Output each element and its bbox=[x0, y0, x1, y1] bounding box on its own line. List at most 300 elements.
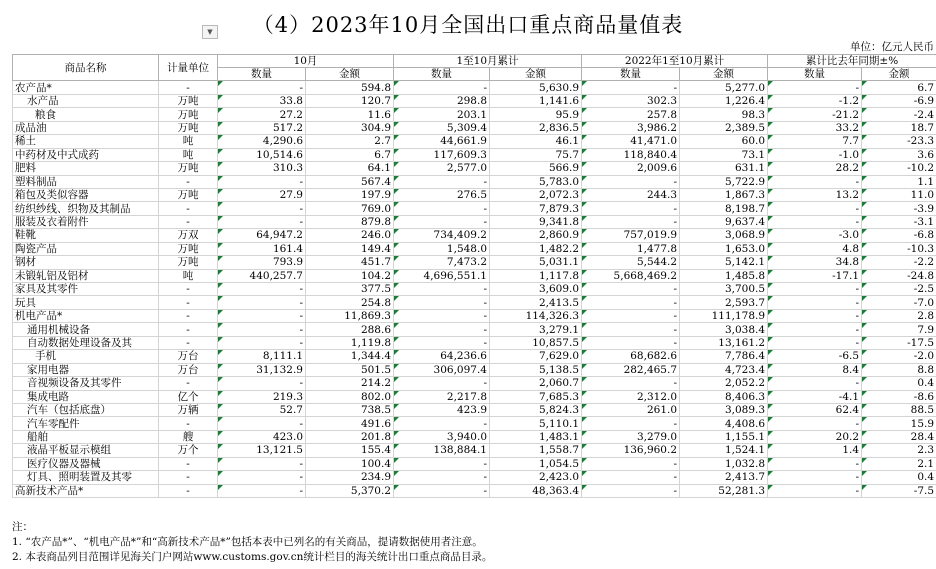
cell-name[interactable]: 医疗仪器及器械 bbox=[13, 457, 159, 470]
cell-ytd-qty[interactable]: - bbox=[394, 336, 490, 349]
cell-ytd-amt[interactable]: 5,110.1 bbox=[490, 417, 582, 430]
cell-prev-amt[interactable]: 2,052.2 bbox=[680, 377, 768, 390]
cell-yoy-qty[interactable]: -1.2 bbox=[768, 94, 862, 107]
cell-unit[interactable]: 艘 bbox=[159, 430, 218, 443]
cell-unit[interactable]: - bbox=[159, 417, 218, 430]
cell-ytd-amt[interactable]: 2,072.3 bbox=[490, 188, 582, 201]
cell-oct-qty[interactable]: - bbox=[218, 336, 306, 349]
cell-ytd-qty[interactable]: 2,217.8 bbox=[394, 390, 490, 403]
cell-prev-qty[interactable]: - bbox=[582, 417, 680, 430]
cell-name[interactable]: 灯具、照明装置及其零 bbox=[13, 471, 159, 484]
cell-ytd-amt[interactable]: 2,836.5 bbox=[490, 121, 582, 134]
cell-prev-qty[interactable]: 68,682.6 bbox=[582, 350, 680, 363]
cell-yoy-qty[interactable]: - bbox=[768, 417, 862, 430]
cell-prev-amt[interactable]: 3,038.4 bbox=[680, 323, 768, 336]
cell-unit[interactable]: 吨 bbox=[159, 148, 218, 161]
cell-prev-qty[interactable]: 3,279.0 bbox=[582, 430, 680, 443]
cell-oct-qty[interactable]: 33.8 bbox=[218, 94, 306, 107]
cell-prev-amt[interactable]: 3,089.3 bbox=[680, 403, 768, 416]
cell-prev-qty[interactable]: - bbox=[582, 457, 680, 470]
cell-yoy-qty[interactable]: 1.4 bbox=[768, 444, 862, 457]
cell-unit[interactable]: 万吨 bbox=[159, 256, 218, 269]
table-row[interactable] bbox=[13, 390, 936, 403]
cell-oct-amt[interactable]: 149.4 bbox=[306, 242, 394, 255]
table-row[interactable] bbox=[13, 215, 936, 228]
cell-unit[interactable]: 万辆 bbox=[159, 403, 218, 416]
header-amt[interactable]: 金额 bbox=[490, 68, 582, 81]
cell-yoy-amt[interactable]: -6.8 bbox=[862, 229, 936, 242]
cell-yoy-amt[interactable]: -7.5 bbox=[862, 484, 936, 497]
cell-yoy-amt[interactable]: -2.2 bbox=[862, 256, 936, 269]
cell-ytd-amt[interactable]: 2,413.5 bbox=[490, 296, 582, 309]
cell-yoy-amt[interactable]: 2.1 bbox=[862, 457, 936, 470]
cell-unit[interactable]: 万吨 bbox=[159, 242, 218, 255]
cell-oct-amt[interactable]: 491.6 bbox=[306, 417, 394, 430]
cell-prev-qty[interactable]: 1,477.8 bbox=[582, 242, 680, 255]
cell-name[interactable]: 稀土 bbox=[13, 135, 159, 148]
cell-ytd-qty[interactable]: - bbox=[394, 484, 490, 497]
cell-oct-qty[interactable]: 793.9 bbox=[218, 256, 306, 269]
cell-yoy-amt[interactable]: -23.3 bbox=[862, 135, 936, 148]
cell-name[interactable]: 音视频设备及其零件 bbox=[13, 377, 159, 390]
cell-unit[interactable]: 万双 bbox=[159, 229, 218, 242]
cell-name[interactable]: 肥料 bbox=[13, 162, 159, 175]
cell-ytd-amt[interactable]: 1,558.7 bbox=[490, 444, 582, 457]
table-row[interactable] bbox=[13, 377, 936, 390]
header-group-ytd[interactable]: 1至10月累计 bbox=[394, 55, 582, 68]
cell-ytd-amt[interactable]: 2,060.7 bbox=[490, 377, 582, 390]
cell-oct-amt[interactable]: 1,119.8 bbox=[306, 336, 394, 349]
cell-prev-amt[interactable]: 98.3 bbox=[680, 108, 768, 121]
cell-oct-amt[interactable]: 501.5 bbox=[306, 363, 394, 376]
cell-ytd-qty[interactable]: 44,661.9 bbox=[394, 135, 490, 148]
cell-name[interactable]: 水产品 bbox=[13, 94, 159, 107]
cell-prev-qty[interactable]: 5,544.2 bbox=[582, 256, 680, 269]
cell-name[interactable]: 高新技术产品* bbox=[13, 484, 159, 497]
cell-name[interactable]: 机电产品* bbox=[13, 309, 159, 322]
cell-prev-qty[interactable]: - bbox=[582, 81, 680, 94]
header-amt[interactable]: 金额 bbox=[862, 68, 936, 81]
cell-unit[interactable]: - bbox=[159, 471, 218, 484]
cell-prev-qty[interactable]: - bbox=[582, 323, 680, 336]
cell-yoy-qty[interactable]: - bbox=[768, 471, 862, 484]
cell-yoy-amt[interactable]: 3.6 bbox=[862, 148, 936, 161]
cell-oct-amt[interactable]: 738.5 bbox=[306, 403, 394, 416]
cell-prev-qty[interactable]: - bbox=[582, 202, 680, 215]
cell-name[interactable]: 液晶平板显示模组 bbox=[13, 444, 159, 457]
cell-prev-qty[interactable]: 136,960.2 bbox=[582, 444, 680, 457]
cell-unit[interactable]: - bbox=[159, 484, 218, 497]
cell-unit[interactable]: 万吨 bbox=[159, 162, 218, 175]
header-qty[interactable]: 数量 bbox=[394, 68, 490, 81]
cell-yoy-qty[interactable]: - bbox=[768, 215, 862, 228]
table-row[interactable] bbox=[13, 363, 936, 376]
cell-prev-qty[interactable]: - bbox=[582, 283, 680, 296]
table-row[interactable] bbox=[13, 417, 936, 430]
cell-prev-qty[interactable]: 244.3 bbox=[582, 188, 680, 201]
cell-prev-qty[interactable]: - bbox=[582, 377, 680, 390]
table-row[interactable] bbox=[13, 188, 936, 201]
cell-ytd-qty[interactable]: 138,884.1 bbox=[394, 444, 490, 457]
cell-prev-amt[interactable]: 5,142.1 bbox=[680, 256, 768, 269]
cell-yoy-amt[interactable]: -2.4 bbox=[862, 108, 936, 121]
cell-oct-qty[interactable]: 517.2 bbox=[218, 121, 306, 134]
cell-prev-qty[interactable]: - bbox=[582, 471, 680, 484]
cell-ytd-amt[interactable]: 3,279.1 bbox=[490, 323, 582, 336]
cell-ytd-qty[interactable]: 423.9 bbox=[394, 403, 490, 416]
cell-unit[interactable]: - bbox=[159, 309, 218, 322]
cell-oct-qty[interactable]: - bbox=[218, 81, 306, 94]
cell-prev-amt[interactable]: 8,198.7 bbox=[680, 202, 768, 215]
cell-name[interactable]: 家具及其零件 bbox=[13, 283, 159, 296]
cell-name[interactable]: 汽车（包括底盘） bbox=[13, 403, 159, 416]
cell-prev-qty[interactable]: - bbox=[582, 484, 680, 497]
cell-oct-qty[interactable]: 31,132.9 bbox=[218, 363, 306, 376]
cell-oct-qty[interactable]: - bbox=[218, 283, 306, 296]
cell-ytd-qty[interactable]: 64,236.6 bbox=[394, 350, 490, 363]
cell-prev-amt[interactable]: 1,032.8 bbox=[680, 457, 768, 470]
table-row[interactable] bbox=[13, 148, 936, 161]
cell-ytd-amt[interactable]: 46.1 bbox=[490, 135, 582, 148]
cell-yoy-qty[interactable]: - bbox=[768, 323, 862, 336]
cell-oct-qty[interactable]: - bbox=[218, 484, 306, 497]
cell-ytd-amt[interactable]: 1,141.6 bbox=[490, 94, 582, 107]
cell-ytd-amt[interactable]: 3,609.0 bbox=[490, 283, 582, 296]
cell-unit[interactable]: 亿个 bbox=[159, 390, 218, 403]
table-row[interactable] bbox=[13, 323, 936, 336]
cell-prev-amt[interactable]: 13,161.2 bbox=[680, 336, 768, 349]
cell-ytd-qty[interactable]: 117,609.3 bbox=[394, 148, 490, 161]
cell-ytd-amt[interactable]: 2,860.9 bbox=[490, 229, 582, 242]
cell-name[interactable]: 钢材 bbox=[13, 256, 159, 269]
cell-oct-amt[interactable]: 304.9 bbox=[306, 121, 394, 134]
cell-unit[interactable]: - bbox=[159, 377, 218, 390]
cell-yoy-amt[interactable]: 7.9 bbox=[862, 323, 936, 336]
cell-ytd-qty[interactable]: - bbox=[394, 471, 490, 484]
cell-yoy-qty[interactable]: -6.5 bbox=[768, 350, 862, 363]
cell-yoy-qty[interactable]: 62.4 bbox=[768, 403, 862, 416]
cell-ytd-qty[interactable]: - bbox=[394, 457, 490, 470]
cell-prev-amt[interactable]: 2,413.7 bbox=[680, 471, 768, 484]
cell-name[interactable]: 农产品* bbox=[13, 81, 159, 94]
cell-prev-amt[interactable]: 5,722.9 bbox=[680, 175, 768, 188]
cell-unit[interactable]: - bbox=[159, 457, 218, 470]
cell-name[interactable]: 成品油 bbox=[13, 121, 159, 134]
cell-unit[interactable]: - bbox=[159, 283, 218, 296]
cell-name[interactable]: 箱包及类似容器 bbox=[13, 188, 159, 201]
cell-oct-qty[interactable]: - bbox=[218, 377, 306, 390]
cell-unit[interactable]: 万吨 bbox=[159, 94, 218, 107]
cell-name[interactable]: 自动数据处理设备及其 bbox=[13, 336, 159, 349]
cell-yoy-qty[interactable]: - bbox=[768, 309, 862, 322]
cell-name[interactable]: 手机 bbox=[13, 350, 159, 363]
cell-yoy-qty[interactable]: 7.7 bbox=[768, 135, 862, 148]
cell-ytd-qty[interactable]: - bbox=[394, 296, 490, 309]
header-group-yoy[interactable]: 累计比去年同期±% bbox=[768, 55, 936, 68]
cell-prev-qty[interactable]: - bbox=[582, 309, 680, 322]
cell-prev-amt[interactable]: 1,867.3 bbox=[680, 188, 768, 201]
cell-oct-amt[interactable]: 246.0 bbox=[306, 229, 394, 242]
cell-oct-amt[interactable]: 11.6 bbox=[306, 108, 394, 121]
table-row[interactable] bbox=[13, 430, 936, 443]
cell-oct-qty[interactable]: - bbox=[218, 202, 306, 215]
cell-yoy-amt[interactable]: -3.1 bbox=[862, 215, 936, 228]
cell-oct-qty[interactable]: 423.0 bbox=[218, 430, 306, 443]
cell-yoy-amt[interactable]: 8.8 bbox=[862, 363, 936, 376]
cell-oct-amt[interactable]: 5,370.2 bbox=[306, 484, 394, 497]
cell-ytd-qty[interactable]: - bbox=[394, 323, 490, 336]
table-row[interactable] bbox=[13, 229, 936, 242]
cell-ytd-qty[interactable]: 2,577.0 bbox=[394, 162, 490, 175]
cell-ytd-amt[interactable]: 95.9 bbox=[490, 108, 582, 121]
cell-ytd-qty[interactable]: 276.5 bbox=[394, 188, 490, 201]
cell-yoy-amt[interactable]: 0.4 bbox=[862, 471, 936, 484]
cell-oct-amt[interactable]: 451.7 bbox=[306, 256, 394, 269]
cell-unit[interactable]: 万个 bbox=[159, 444, 218, 457]
cell-name[interactable]: 通用机械设备 bbox=[13, 323, 159, 336]
cell-yoy-qty[interactable]: 20.2 bbox=[768, 430, 862, 443]
cell-oct-qty[interactable]: 13,121.5 bbox=[218, 444, 306, 457]
cell-prev-amt[interactable]: 2,593.7 bbox=[680, 296, 768, 309]
cell-yoy-amt[interactable]: -8.6 bbox=[862, 390, 936, 403]
cell-oct-qty[interactable]: 219.3 bbox=[218, 390, 306, 403]
cell-oct-qty[interactable]: 10,514.6 bbox=[218, 148, 306, 161]
table-row[interactable] bbox=[13, 108, 936, 121]
cell-oct-amt[interactable]: 769.0 bbox=[306, 202, 394, 215]
cell-oct-amt[interactable]: 100.4 bbox=[306, 457, 394, 470]
cell-yoy-qty[interactable]: -17.1 bbox=[768, 269, 862, 282]
cell-ytd-amt[interactable]: 1,483.1 bbox=[490, 430, 582, 443]
cell-yoy-qty[interactable]: - bbox=[768, 457, 862, 470]
cell-oct-amt[interactable]: 377.5 bbox=[306, 283, 394, 296]
cell-yoy-amt[interactable]: -17.5 bbox=[862, 336, 936, 349]
cell-prev-amt[interactable]: 4,408.6 bbox=[680, 417, 768, 430]
cell-prev-qty[interactable]: 757,019.9 bbox=[582, 229, 680, 242]
table-row[interactable] bbox=[13, 350, 936, 363]
cell-oct-qty[interactable]: - bbox=[218, 309, 306, 322]
cell-yoy-qty[interactable]: - bbox=[768, 484, 862, 497]
cell-oct-amt[interactable]: 567.4 bbox=[306, 175, 394, 188]
cell-ytd-qty[interactable]: 1,548.0 bbox=[394, 242, 490, 255]
cell-ytd-amt[interactable]: 566.9 bbox=[490, 162, 582, 175]
cell-prev-qty[interactable]: 41,471.0 bbox=[582, 135, 680, 148]
header-amt[interactable]: 金额 bbox=[680, 68, 768, 81]
cell-prev-amt[interactable]: 73.1 bbox=[680, 148, 768, 161]
cell-unit[interactable]: - bbox=[159, 323, 218, 336]
table-row[interactable] bbox=[13, 94, 936, 107]
cell-name[interactable]: 粮食 bbox=[13, 108, 159, 121]
cell-unit[interactable]: 万台 bbox=[159, 350, 218, 363]
table-row[interactable] bbox=[13, 242, 936, 255]
cell-yoy-amt[interactable]: -3.9 bbox=[862, 202, 936, 215]
cell-ytd-qty[interactable]: - bbox=[394, 175, 490, 188]
cell-prev-amt[interactable]: 7,786.4 bbox=[680, 350, 768, 363]
cell-unit[interactable]: - bbox=[159, 296, 218, 309]
table-row[interactable] bbox=[13, 484, 936, 497]
cell-prev-qty[interactable]: 5,668,469.2 bbox=[582, 269, 680, 282]
cell-oct-amt[interactable]: 234.9 bbox=[306, 471, 394, 484]
cell-yoy-amt[interactable]: -2.5 bbox=[862, 283, 936, 296]
cell-oct-qty[interactable]: - bbox=[218, 471, 306, 484]
table-row[interactable] bbox=[13, 296, 936, 309]
chevron-down-icon[interactable]: ▼ bbox=[202, 25, 218, 39]
cell-ytd-amt[interactable]: 5,824.3 bbox=[490, 403, 582, 416]
table-row[interactable] bbox=[13, 121, 936, 134]
cell-prev-amt[interactable]: 52,281.3 bbox=[680, 484, 768, 497]
cell-prev-qty[interactable]: 257.8 bbox=[582, 108, 680, 121]
cell-yoy-amt[interactable]: -6.9 bbox=[862, 94, 936, 107]
cell-unit[interactable]: - bbox=[159, 81, 218, 94]
cell-yoy-qty[interactable]: -3.0 bbox=[768, 229, 862, 242]
cell-oct-amt[interactable]: 6.7 bbox=[306, 148, 394, 161]
cell-yoy-qty[interactable]: - bbox=[768, 296, 862, 309]
cell-yoy-qty[interactable]: - bbox=[768, 283, 862, 296]
cell-oct-qty[interactable]: 440,257.7 bbox=[218, 269, 306, 282]
cell-yoy-qty[interactable]: -4.1 bbox=[768, 390, 862, 403]
table-row[interactable] bbox=[13, 135, 936, 148]
cell-yoy-amt[interactable]: 2.8 bbox=[862, 309, 936, 322]
table-row[interactable] bbox=[13, 269, 936, 282]
cell-ytd-qty[interactable]: - bbox=[394, 202, 490, 215]
cell-name[interactable]: 家用电器 bbox=[13, 363, 159, 376]
cell-ytd-amt[interactable]: 5,783.0 bbox=[490, 175, 582, 188]
table-row[interactable] bbox=[13, 256, 936, 269]
cell-unit[interactable]: 万吨 bbox=[159, 188, 218, 201]
cell-prev-amt[interactable]: 9,637.4 bbox=[680, 215, 768, 228]
cell-yoy-amt[interactable]: 88.5 bbox=[862, 403, 936, 416]
table-row[interactable] bbox=[13, 81, 936, 94]
header-name[interactable]: 商品名称 bbox=[13, 55, 159, 81]
cell-yoy-amt[interactable]: 6.7 bbox=[862, 81, 936, 94]
cell-yoy-qty[interactable]: 28.2 bbox=[768, 162, 862, 175]
table-row[interactable] bbox=[13, 471, 936, 484]
cell-prev-qty[interactable]: 282,465.7 bbox=[582, 363, 680, 376]
cell-oct-qty[interactable]: 27.9 bbox=[218, 188, 306, 201]
cell-ytd-amt[interactable]: 10,857.5 bbox=[490, 336, 582, 349]
cell-yoy-qty[interactable]: -21.2 bbox=[768, 108, 862, 121]
cell-unit[interactable]: 吨 bbox=[159, 135, 218, 148]
cell-ytd-qty[interactable]: 306,097.4 bbox=[394, 363, 490, 376]
cell-prev-amt[interactable]: 1,226.4 bbox=[680, 94, 768, 107]
cell-ytd-qty[interactable]: 298.8 bbox=[394, 94, 490, 107]
cell-prev-amt[interactable]: 1,155.1 bbox=[680, 430, 768, 443]
cell-name[interactable]: 鞋靴 bbox=[13, 229, 159, 242]
cell-unit[interactable]: - bbox=[159, 202, 218, 215]
cell-prev-amt[interactable]: 60.0 bbox=[680, 135, 768, 148]
cell-oct-qty[interactable]: 52.7 bbox=[218, 403, 306, 416]
cell-yoy-qty[interactable]: - bbox=[768, 377, 862, 390]
table-row[interactable] bbox=[13, 175, 936, 188]
cell-prev-qty[interactable]: 2,009.6 bbox=[582, 162, 680, 175]
table-row[interactable] bbox=[13, 403, 936, 416]
cell-yoy-qty[interactable]: - bbox=[768, 202, 862, 215]
cell-prev-amt[interactable]: 2,389.5 bbox=[680, 121, 768, 134]
cell-oct-qty[interactable]: - bbox=[218, 457, 306, 470]
cell-name[interactable]: 塑料制品 bbox=[13, 175, 159, 188]
cell-yoy-amt[interactable]: -10.3 bbox=[862, 242, 936, 255]
cell-yoy-amt[interactable]: -2.0 bbox=[862, 350, 936, 363]
cell-ytd-amt[interactable]: 114,326.3 bbox=[490, 309, 582, 322]
cell-unit[interactable]: 吨 bbox=[159, 269, 218, 282]
cell-unit[interactable]: 万吨 bbox=[159, 121, 218, 134]
cell-yoy-qty[interactable]: 4.8 bbox=[768, 242, 862, 255]
cell-prev-amt[interactable]: 111,178.9 bbox=[680, 309, 768, 322]
cell-unit[interactable]: - bbox=[159, 215, 218, 228]
cell-ytd-amt[interactable]: 5,031.1 bbox=[490, 256, 582, 269]
cell-ytd-qty[interactable]: 4,696,551.1 bbox=[394, 269, 490, 282]
cell-oct-qty[interactable]: 161.4 bbox=[218, 242, 306, 255]
cell-oct-qty[interactable]: 8,111.1 bbox=[218, 350, 306, 363]
header-group-prev-ytd[interactable]: 2022年1至10月累计 bbox=[582, 55, 768, 68]
cell-oct-amt[interactable]: 155.4 bbox=[306, 444, 394, 457]
cell-yoy-amt[interactable]: 2.3 bbox=[862, 444, 936, 457]
cell-oct-qty[interactable]: - bbox=[218, 215, 306, 228]
cell-unit[interactable]: - bbox=[159, 336, 218, 349]
cell-ytd-amt[interactable]: 9,341.8 bbox=[490, 215, 582, 228]
cell-ytd-qty[interactable]: - bbox=[394, 377, 490, 390]
cell-prev-qty[interactable]: 261.0 bbox=[582, 403, 680, 416]
cell-oct-amt[interactable]: 201.8 bbox=[306, 430, 394, 443]
cell-oct-qty[interactable]: - bbox=[218, 323, 306, 336]
cell-yoy-amt[interactable]: -7.0 bbox=[862, 296, 936, 309]
cell-name[interactable]: 船舶 bbox=[13, 430, 159, 443]
cell-ytd-qty[interactable]: 3,940.0 bbox=[394, 430, 490, 443]
cell-ytd-qty[interactable]: 7,473.2 bbox=[394, 256, 490, 269]
cell-ytd-amt[interactable]: 2,423.0 bbox=[490, 471, 582, 484]
header-qty[interactable]: 数量 bbox=[768, 68, 862, 81]
cell-name[interactable]: 中药材及中式成药 bbox=[13, 148, 159, 161]
cell-ytd-amt[interactable]: 7,879.3 bbox=[490, 202, 582, 215]
cell-oct-qty[interactable]: - bbox=[218, 175, 306, 188]
cell-unit[interactable]: 万吨 bbox=[159, 108, 218, 121]
cell-yoy-amt[interactable]: -10.2 bbox=[862, 162, 936, 175]
cell-name[interactable]: 集成电路 bbox=[13, 390, 159, 403]
cell-yoy-qty[interactable]: - bbox=[768, 81, 862, 94]
cell-yoy-qty[interactable]: 34.8 bbox=[768, 256, 862, 269]
header-amt[interactable]: 金额 bbox=[306, 68, 394, 81]
cell-oct-amt[interactable]: 197.9 bbox=[306, 188, 394, 201]
cell-ytd-qty[interactable]: - bbox=[394, 283, 490, 296]
cell-prev-qty[interactable]: 3,986.2 bbox=[582, 121, 680, 134]
cell-prev-qty[interactable]: - bbox=[582, 215, 680, 228]
cell-ytd-amt[interactable]: 1,482.2 bbox=[490, 242, 582, 255]
table-row[interactable] bbox=[13, 202, 936, 215]
cell-oct-amt[interactable]: 2.7 bbox=[306, 135, 394, 148]
cell-prev-qty[interactable]: - bbox=[582, 175, 680, 188]
table-row[interactable] bbox=[13, 283, 936, 296]
cell-oct-amt[interactable]: 254.8 bbox=[306, 296, 394, 309]
cell-prev-qty[interactable]: - bbox=[582, 336, 680, 349]
cell-yoy-amt[interactable]: 15.9 bbox=[862, 417, 936, 430]
cell-ytd-qty[interactable]: 203.1 bbox=[394, 108, 490, 121]
cell-oct-qty[interactable]: - bbox=[218, 417, 306, 430]
cell-prev-qty[interactable]: 302.3 bbox=[582, 94, 680, 107]
cell-ytd-qty[interactable]: 734,409.2 bbox=[394, 229, 490, 242]
cell-ytd-amt[interactable]: 5,138.5 bbox=[490, 363, 582, 376]
cell-ytd-qty[interactable]: - bbox=[394, 309, 490, 322]
cell-yoy-amt[interactable]: 1.1 bbox=[862, 175, 936, 188]
cell-name[interactable]: 纺织纱线、织物及其制品 bbox=[13, 202, 159, 215]
cell-prev-amt[interactable]: 5,277.0 bbox=[680, 81, 768, 94]
cell-prev-amt[interactable]: 4,723.4 bbox=[680, 363, 768, 376]
cell-ytd-amt[interactable]: 7,685.3 bbox=[490, 390, 582, 403]
cell-ytd-amt[interactable]: 1,117.8 bbox=[490, 269, 582, 282]
cell-oct-amt[interactable]: 594.8 bbox=[306, 81, 394, 94]
cell-oct-qty[interactable]: 310.3 bbox=[218, 162, 306, 175]
cell-prev-amt[interactable]: 631.1 bbox=[680, 162, 768, 175]
table-row[interactable] bbox=[13, 162, 936, 175]
cell-oct-amt[interactable]: 802.0 bbox=[306, 390, 394, 403]
